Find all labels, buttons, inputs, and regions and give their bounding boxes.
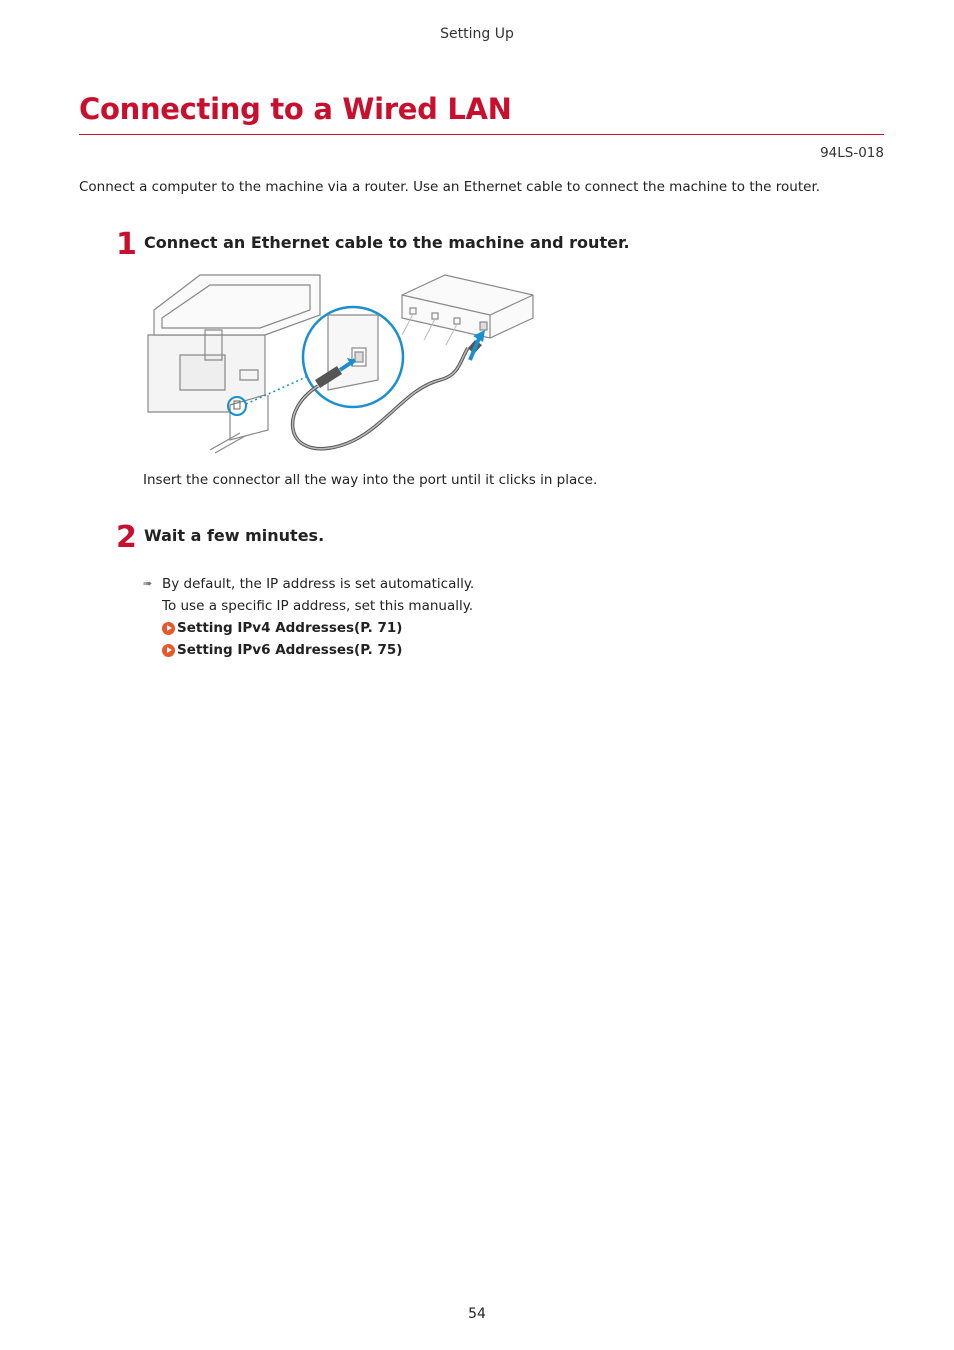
intro-paragraph: Connect a computer to the machine via a router. Use an Ethernet cable to connect the machine to the router. [79, 179, 821, 195]
step-title: Wait a few minutes. [144, 526, 325, 545]
step-title: Connect an Ethernet cable to the machine and router. [144, 233, 630, 252]
link-label: Setting IPv4 Addresses(P. 71) [177, 620, 403, 636]
step-number: 1 [116, 227, 137, 262]
link-ipv4-settings[interactable] [143, 617, 474, 639]
ethernet-connection-illustration [140, 270, 540, 460]
result-text: To use a specific IP address, set this manually. [162, 598, 474, 614]
link-label: Setting IPv6 Addresses(P. 75) [177, 642, 403, 658]
link-ipv6-settings[interactable] [143, 639, 474, 661]
step-2 [116, 520, 325, 555]
page-title: Connecting to a Wired LAN [79, 92, 512, 126]
result-text: By default, the IP address is set automatically. [162, 576, 475, 592]
title-divider [79, 134, 884, 135]
result-line [143, 573, 474, 595]
step-2-result [143, 573, 474, 661]
step-1-note: Insert the connector all the way into the port until it clicks in place. [143, 472, 598, 488]
step-1 [116, 227, 630, 262]
document-id: 94LS-018 [820, 145, 884, 161]
running-header: Setting Up [440, 26, 514, 42]
page-number: 54 [468, 1306, 486, 1322]
link-arrow-icon [162, 622, 175, 635]
result-arrow-icon: ➠ [143, 577, 153, 590]
link-arrow-icon [162, 644, 175, 657]
step-number: 2 [116, 520, 137, 555]
